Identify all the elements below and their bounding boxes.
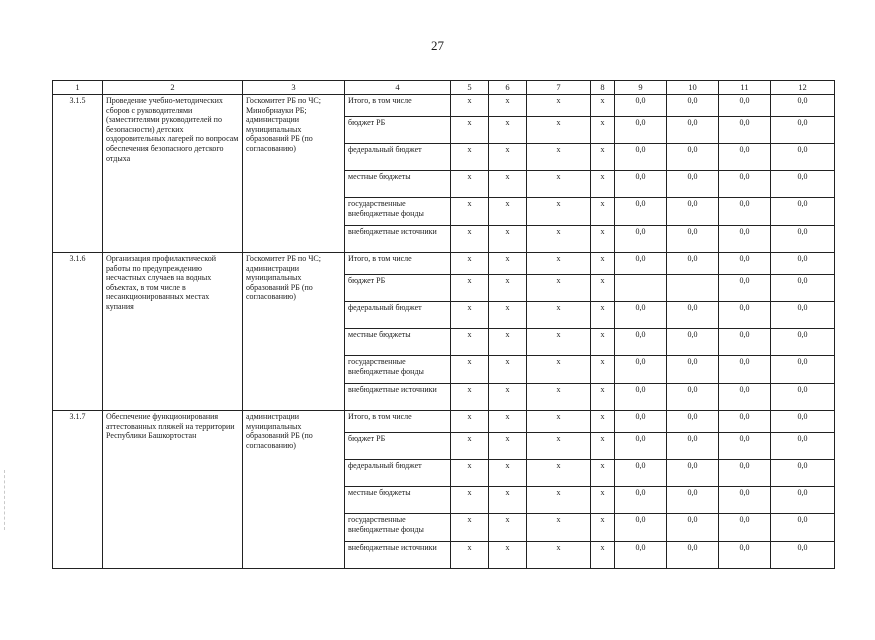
not-applicable-mark: x — [591, 356, 615, 384]
column-header-row — [53, 81, 835, 95]
amount-cell: 0,0 — [719, 144, 771, 171]
measure-title: Организация профилактической работы по предупреждению несчастных случаев на водных объектах, в том числе в несанкционированных местах купания — [103, 253, 243, 411]
amount-cell: 0,0 — [719, 487, 771, 514]
not-applicable-mark: x — [489, 117, 527, 144]
not-applicable-mark: x — [451, 433, 489, 460]
amount-cell: 0,0 — [771, 356, 835, 384]
funding-source: бюджет РБ — [345, 117, 451, 144]
not-applicable-mark: x — [527, 171, 591, 198]
not-applicable-mark: x — [527, 460, 591, 487]
amount-cell: 0,0 — [615, 356, 667, 384]
amount-cell: 0,0 — [771, 433, 835, 460]
not-applicable-mark: x — [527, 433, 591, 460]
amount-cell: 0,0 — [615, 253, 667, 275]
amount-cell: 0,0 — [667, 198, 719, 226]
amount-cell — [667, 275, 719, 302]
amount-cell: 0,0 — [719, 198, 771, 226]
not-applicable-mark: x — [591, 487, 615, 514]
not-applicable-mark: x — [489, 171, 527, 198]
not-applicable-mark: x — [489, 356, 527, 384]
measure-title: Проведение учебно-методических сборов с руководителями (заместителями руководителей по безопасности) детских оздоровительных лагерей по вопросам обеспечения безопасного детского отдыха — [103, 95, 243, 253]
not-applicable-mark: x — [489, 302, 527, 329]
not-applicable-mark: x — [591, 433, 615, 460]
not-applicable-mark: x — [451, 302, 489, 329]
funding-source: местные бюджеты — [345, 329, 451, 356]
amount-cell: 0,0 — [771, 171, 835, 198]
not-applicable-mark: x — [527, 226, 591, 253]
funding-source: Итого, в том числе — [345, 411, 451, 433]
not-applicable-mark: x — [451, 329, 489, 356]
amount-cell: 0,0 — [719, 95, 771, 117]
not-applicable-mark: x — [527, 514, 591, 542]
amount-cell: 0,0 — [719, 329, 771, 356]
column-header: 6 — [489, 81, 527, 95]
amount-cell: 0,0 — [771, 253, 835, 275]
not-applicable-mark: x — [489, 514, 527, 542]
amount-cell: 0,0 — [667, 514, 719, 542]
not-applicable-mark: x — [591, 384, 615, 411]
column-header: 8 — [591, 81, 615, 95]
not-applicable-mark: x — [527, 329, 591, 356]
item-number: 3.1.5 — [53, 95, 103, 253]
amount-cell: 0,0 — [771, 487, 835, 514]
amount-cell: 0,0 — [719, 542, 771, 569]
amount-cell: 0,0 — [719, 384, 771, 411]
column-header: 3 — [243, 81, 345, 95]
funding-source: государственные внебюджетные фонды — [345, 356, 451, 384]
table-row — [53, 411, 835, 433]
column-header: 1 — [53, 81, 103, 95]
funding-source: внебюджетные источники — [345, 384, 451, 411]
not-applicable-mark: x — [527, 144, 591, 171]
amount-cell: 0,0 — [667, 117, 719, 144]
not-applicable-mark: x — [591, 329, 615, 356]
executor: Госкомитет РБ по ЧС; Минобрнауки РБ; администрации муниципальных образований РБ (по согласованию) — [243, 95, 345, 253]
amount-cell: 0,0 — [771, 514, 835, 542]
amount-cell: 0,0 — [667, 411, 719, 433]
not-applicable-mark: x — [591, 514, 615, 542]
not-applicable-mark: x — [451, 460, 489, 487]
table-row — [53, 253, 835, 275]
not-applicable-mark: x — [591, 302, 615, 329]
amount-cell: 0,0 — [615, 117, 667, 144]
not-applicable-mark: x — [451, 117, 489, 144]
amount-cell: 0,0 — [719, 411, 771, 433]
not-applicable-mark: x — [591, 253, 615, 275]
amount-cell: 0,0 — [771, 117, 835, 144]
amount-cell: 0,0 — [615, 329, 667, 356]
amount-cell: 0,0 — [771, 95, 835, 117]
amount-cell: 0,0 — [771, 460, 835, 487]
amount-cell: 0,0 — [771, 198, 835, 226]
amount-cell: 0,0 — [667, 226, 719, 253]
not-applicable-mark: x — [527, 411, 591, 433]
not-applicable-mark: x — [451, 542, 489, 569]
not-applicable-mark: x — [527, 384, 591, 411]
funding-source: федеральный бюджет — [345, 460, 451, 487]
not-applicable-mark: x — [451, 487, 489, 514]
not-applicable-mark: x — [489, 95, 527, 117]
not-applicable-mark: x — [591, 542, 615, 569]
item-number: 3.1.6 — [53, 253, 103, 411]
not-applicable-mark: x — [489, 411, 527, 433]
not-applicable-mark: x — [489, 329, 527, 356]
not-applicable-mark: x — [489, 433, 527, 460]
amount-cell: 0,0 — [771, 302, 835, 329]
funding-source: местные бюджеты — [345, 171, 451, 198]
amount-cell: 0,0 — [667, 329, 719, 356]
not-applicable-mark: x — [489, 487, 527, 514]
measure-title: Обеспечение функционирования аттестованных пляжей на территории Республики Башкортостан — [103, 411, 243, 569]
amount-cell: 0,0 — [719, 226, 771, 253]
funding-source: бюджет РБ — [345, 275, 451, 302]
amount-cell: 0,0 — [719, 356, 771, 384]
amount-cell: 0,0 — [667, 302, 719, 329]
not-applicable-mark: x — [591, 144, 615, 171]
amount-cell: 0,0 — [615, 411, 667, 433]
amount-cell: 0,0 — [615, 514, 667, 542]
amount-cell: 0,0 — [667, 171, 719, 198]
not-applicable-mark: x — [489, 384, 527, 411]
funding-source: бюджет РБ — [345, 433, 451, 460]
funding-source: местные бюджеты — [345, 487, 451, 514]
amount-cell: 0,0 — [615, 226, 667, 253]
amount-cell: 0,0 — [615, 144, 667, 171]
column-header: 5 — [451, 81, 489, 95]
column-header: 4 — [345, 81, 451, 95]
not-applicable-mark: x — [489, 275, 527, 302]
amount-cell: 0,0 — [667, 542, 719, 569]
amount-cell: 0,0 — [667, 356, 719, 384]
amount-cell: 0,0 — [771, 329, 835, 356]
amount-cell — [615, 275, 667, 302]
funding-source: федеральный бюджет — [345, 144, 451, 171]
column-header: 2 — [103, 81, 243, 95]
column-header: 11 — [719, 81, 771, 95]
amount-cell: 0,0 — [771, 226, 835, 253]
not-applicable-mark: x — [451, 95, 489, 117]
amount-cell: 0,0 — [615, 542, 667, 569]
column-header: 10 — [667, 81, 719, 95]
page-number: 27 — [431, 38, 444, 53]
amount-cell: 0,0 — [667, 253, 719, 275]
not-applicable-mark: x — [527, 542, 591, 569]
not-applicable-mark: x — [591, 95, 615, 117]
not-applicable-mark: x — [527, 487, 591, 514]
amount-cell: 0,0 — [719, 433, 771, 460]
not-applicable-mark: x — [527, 356, 591, 384]
amount-cell: 0,0 — [667, 144, 719, 171]
funding-source: внебюджетные источники — [345, 226, 451, 253]
amount-cell: 0,0 — [719, 302, 771, 329]
not-applicable-mark: x — [527, 302, 591, 329]
not-applicable-mark: x — [451, 356, 489, 384]
amount-cell: 0,0 — [771, 411, 835, 433]
funding-source: государственные внебюджетные фонды — [345, 514, 451, 542]
not-applicable-mark: x — [489, 460, 527, 487]
not-applicable-mark: x — [527, 95, 591, 117]
funding-source: государственные внебюджетные фонды — [345, 198, 451, 226]
amount-cell: 0,0 — [667, 433, 719, 460]
amount-cell: 0,0 — [719, 460, 771, 487]
not-applicable-mark: x — [591, 117, 615, 144]
amount-cell: 0,0 — [719, 253, 771, 275]
amount-cell: 0,0 — [719, 171, 771, 198]
not-applicable-mark: x — [451, 198, 489, 226]
amount-cell: 0,0 — [615, 433, 667, 460]
amount-cell: 0,0 — [667, 487, 719, 514]
not-applicable-mark: x — [451, 253, 489, 275]
funding-source: внебюджетные источники — [345, 542, 451, 569]
not-applicable-mark: x — [489, 144, 527, 171]
amount-cell: 0,0 — [615, 384, 667, 411]
not-applicable-mark: x — [527, 275, 591, 302]
amount-cell: 0,0 — [615, 198, 667, 226]
program-table — [52, 80, 835, 569]
amount-cell: 0,0 — [615, 302, 667, 329]
column-header: 12 — [771, 81, 835, 95]
amount-cell: 0,0 — [667, 460, 719, 487]
executor: администрации муниципальных образований РБ (по согласованию) — [243, 411, 345, 569]
not-applicable-mark: x — [591, 226, 615, 253]
amount-cell: 0,0 — [667, 384, 719, 411]
column-header: 9 — [615, 81, 667, 95]
funding-source: Итого, в том числе — [345, 95, 451, 117]
not-applicable-mark: x — [527, 253, 591, 275]
not-applicable-mark: x — [527, 198, 591, 226]
not-applicable-mark: x — [451, 384, 489, 411]
table-row — [53, 95, 835, 117]
amount-cell: 0,0 — [719, 514, 771, 542]
funding-source: Итого, в том числе — [345, 253, 451, 275]
not-applicable-mark: x — [527, 117, 591, 144]
not-applicable-mark: x — [591, 460, 615, 487]
not-applicable-mark: x — [451, 514, 489, 542]
not-applicable-mark: x — [591, 275, 615, 302]
amount-cell: 0,0 — [771, 144, 835, 171]
not-applicable-mark: x — [591, 198, 615, 226]
amount-cell: 0,0 — [615, 95, 667, 117]
item-number: 3.1.7 — [53, 411, 103, 569]
not-applicable-mark: x — [451, 411, 489, 433]
amount-cell: 0,0 — [719, 275, 771, 302]
amount-cell: 0,0 — [667, 95, 719, 117]
not-applicable-mark: x — [591, 171, 615, 198]
not-applicable-mark: x — [489, 542, 527, 569]
amount-cell: 0,0 — [719, 117, 771, 144]
amount-cell: 0,0 — [615, 460, 667, 487]
scan-margin-mark — [4, 470, 17, 530]
not-applicable-mark: x — [451, 171, 489, 198]
amount-cell: 0,0 — [771, 384, 835, 411]
not-applicable-mark: x — [451, 144, 489, 171]
column-header: 7 — [527, 81, 591, 95]
amount-cell: 0,0 — [615, 171, 667, 198]
funding-source: федеральный бюджет — [345, 302, 451, 329]
amount-cell: 0,0 — [615, 487, 667, 514]
executor: Госкомитет РБ по ЧС; администрации муниципальных образований РБ (по согласованию) — [243, 253, 345, 411]
amount-cell: 0,0 — [771, 542, 835, 569]
not-applicable-mark: x — [489, 253, 527, 275]
not-applicable-mark: x — [489, 198, 527, 226]
not-applicable-mark: x — [489, 226, 527, 253]
not-applicable-mark: x — [451, 275, 489, 302]
amount-cell: 0,0 — [771, 275, 835, 302]
not-applicable-mark: x — [591, 411, 615, 433]
not-applicable-mark: x — [451, 226, 489, 253]
